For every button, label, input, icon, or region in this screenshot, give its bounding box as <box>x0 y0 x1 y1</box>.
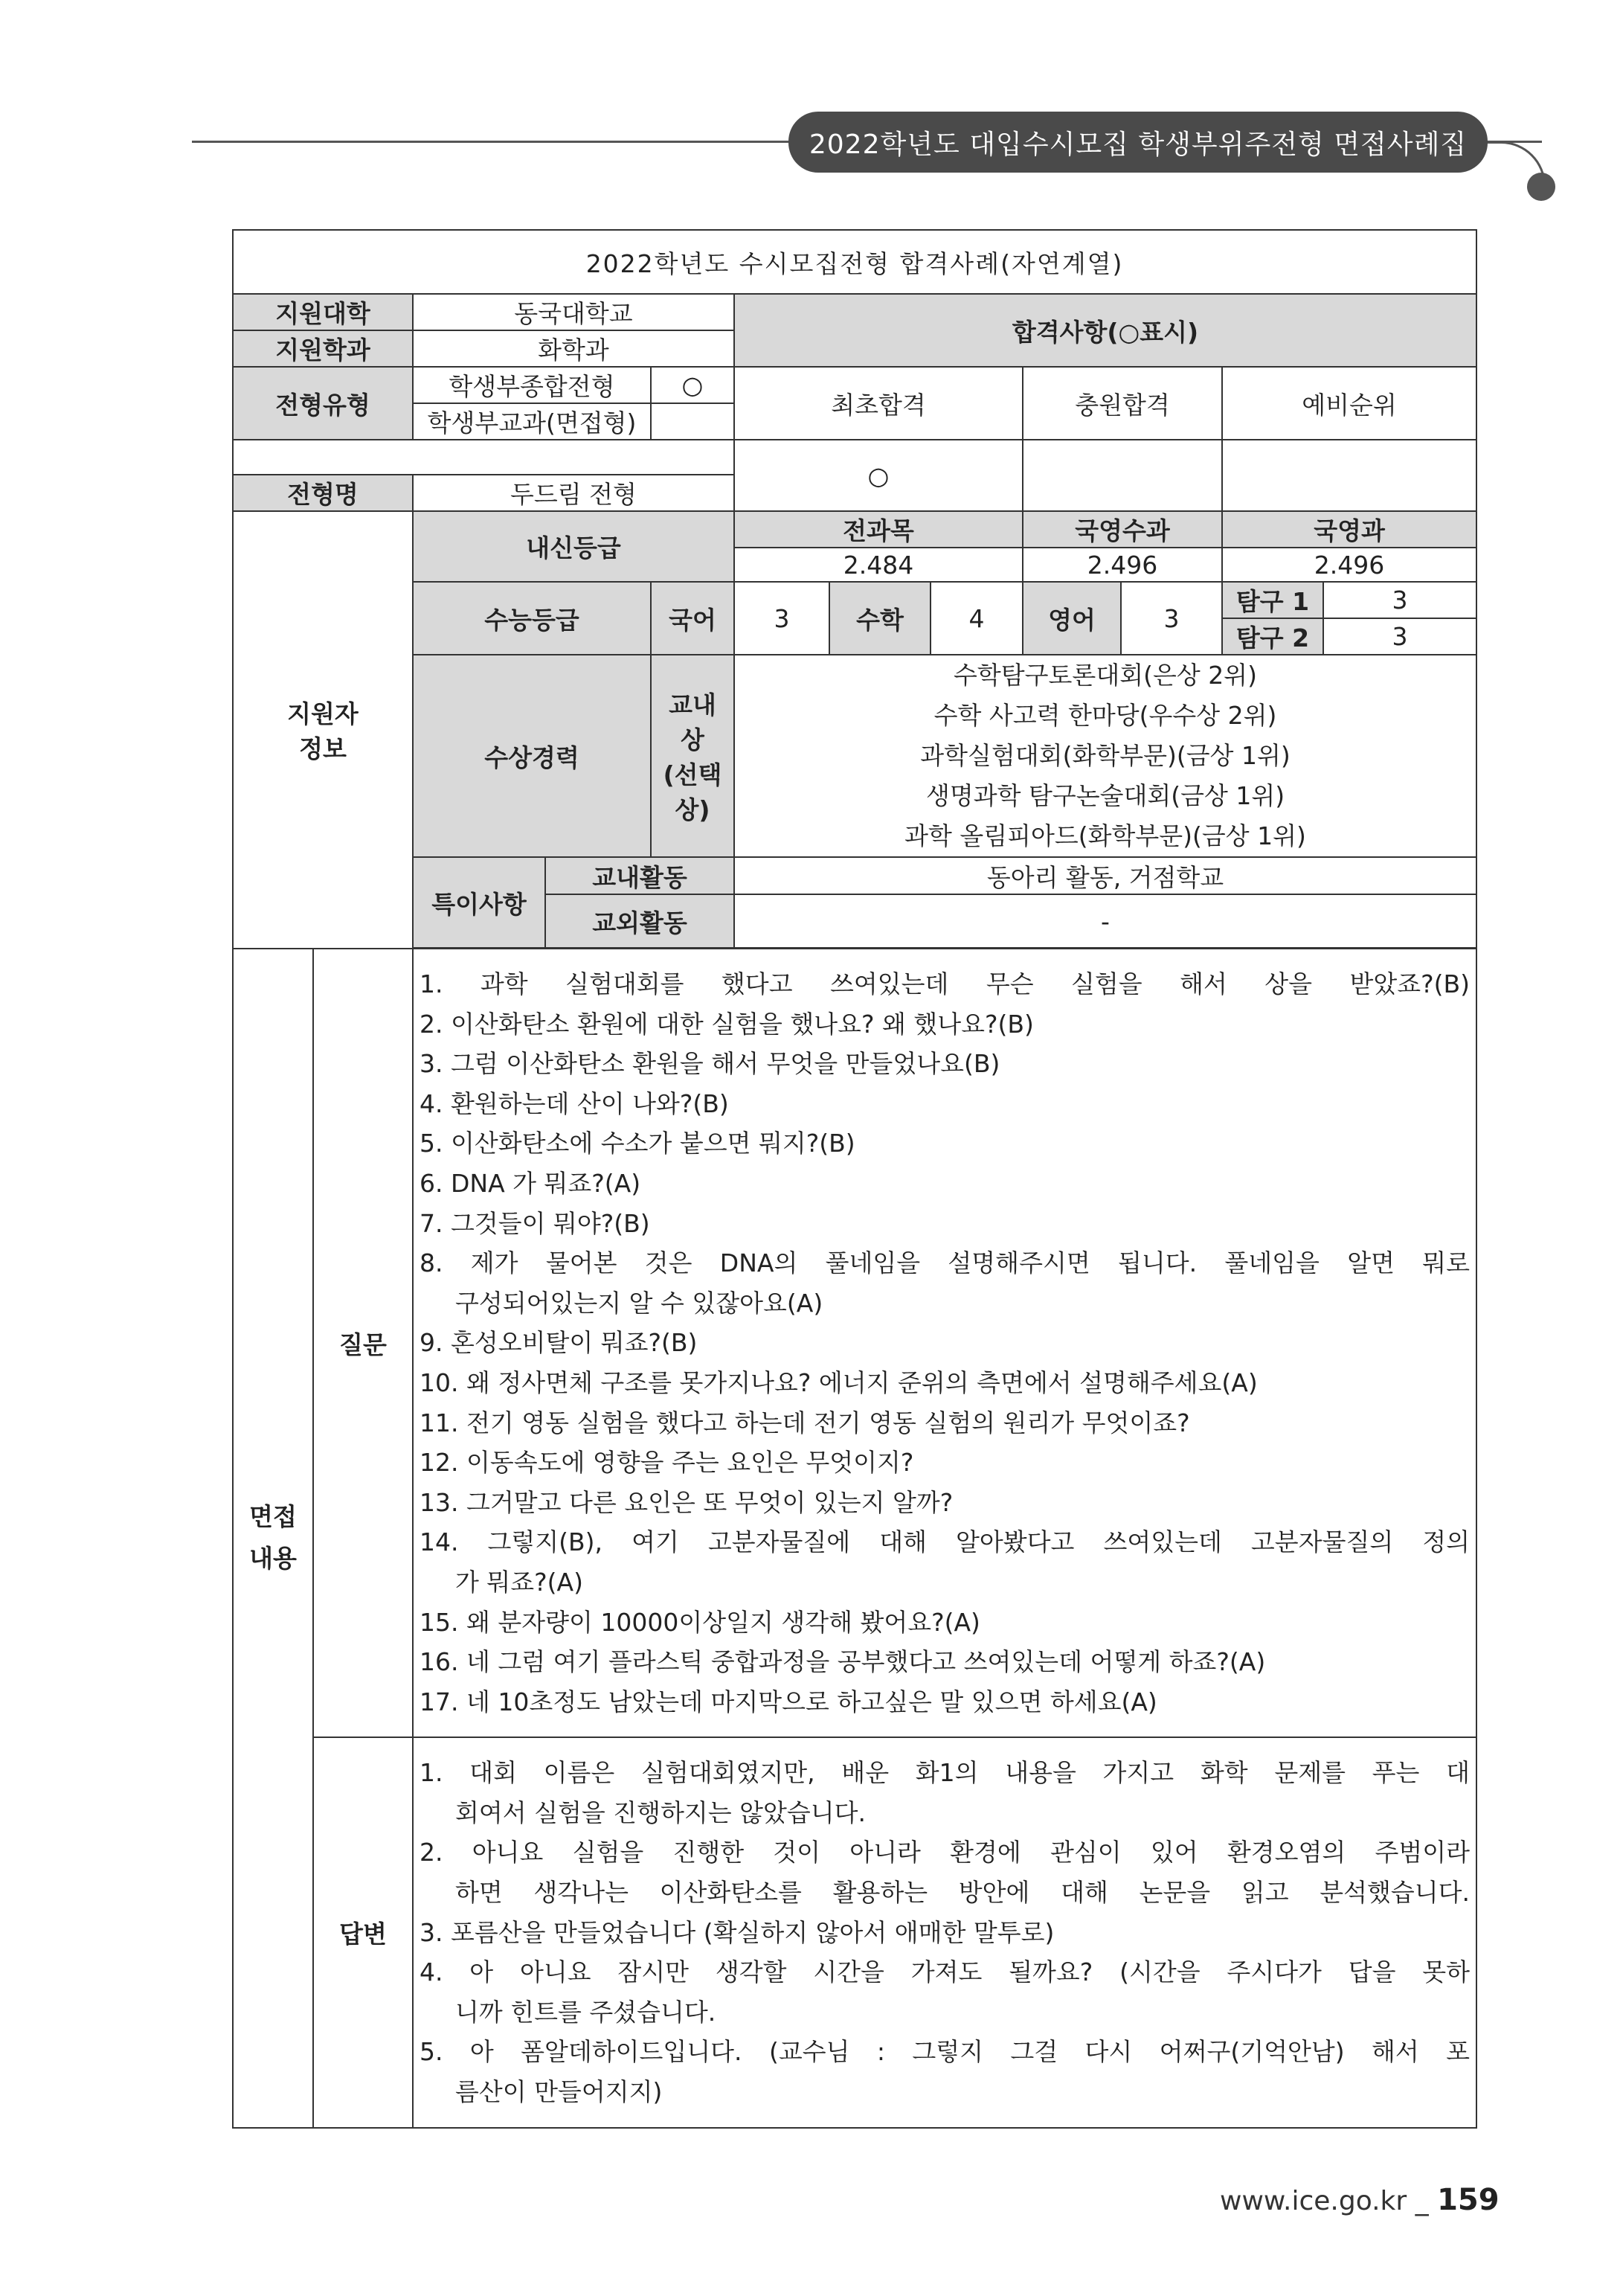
label-special: 특이사항 <box>413 857 545 948</box>
label-award-in <box>651 655 734 857</box>
question-item: 15. 왜 분자량이 10000이상일지 생각해 봤어요?(A) <box>420 1607 980 1637</box>
label-out-act: 교외활동 <box>545 894 734 948</box>
answer-item: 3. 포름산을 만들었습니다 (확실하지 않아서 애매한 말투로) <box>420 1917 1055 1947</box>
question-item: 13. 그거말고 다른 요인은 또 무엇이 있는지 알까? <box>420 1487 954 1517</box>
document-title: 2022학년도 수시모집전형 합격사례(자연계열) <box>233 230 1476 294</box>
value-univ: 동국대학교 <box>413 294 734 330</box>
csat-value-kor: 3 <box>734 582 829 655</box>
label-univ: 지원대학 <box>233 294 413 330</box>
question-item: 4. 환원하는데 산이 나와?(B) <box>420 1088 729 1118</box>
label-gpa: 내신등급 <box>413 511 734 582</box>
question-item: 8. 제가 물어본 것은 DNA의 풀네임을 설명해주시면 됩니다. 풀네임을 알면 뭐로 <box>420 1248 1471 1278</box>
csat-label-eng: 영어 <box>1023 582 1121 655</box>
header-dot <box>1527 173 1555 201</box>
answer-item: 회여서 실험을 진행하지는 않았습니다. <box>455 1798 867 1827</box>
label-csat: 수능등급 <box>413 582 651 655</box>
result-mark-first: ○ <box>734 440 1023 511</box>
label-type: 전형유형 <box>233 367 413 440</box>
question-item: 1. 과학 실험대회를 했다고 쓰여있는데 무슨 실험을 해서 상을 받았죠?(B) <box>420 969 1471 998</box>
result-header: 합격사항(○표시) <box>734 294 1476 367</box>
csat-value-math: 4 <box>931 582 1023 655</box>
csat-value-eng: 3 <box>1121 582 1222 655</box>
value-type1: 학생부종합전형 <box>413 367 651 403</box>
result-col-first: 최초합격 <box>734 367 1023 440</box>
answer-list <box>413 1737 1476 2127</box>
question-item: 2. 이산화탄소 환원에 대한 실험을 했나요? 왜 했나요?(B) <box>420 1009 1034 1039</box>
footer-url: www.ice.go.kr _ <box>1220 2186 1438 2216</box>
label-name: 전형명 <box>233 475 413 511</box>
gpa-value-all: 2.484 <box>734 548 1023 582</box>
label-applicant: 지원자 정보 <box>233 511 413 949</box>
label-dept: 지원학과 <box>233 330 413 367</box>
question-item: 10. 왜 정사면체 구조를 못가지나요? 에너지 준위의 측면에서 설명해주세요(A) <box>420 1367 1258 1397</box>
csat-label-math: 수학 <box>829 582 931 655</box>
question-item: 3. 그럼 이산화탄소 환원을 해서 무엇을 만들었나요(B) <box>420 1049 1000 1079</box>
award-sel-label: (선택상) <box>663 760 722 824</box>
csat-label-kor: 국어 <box>651 582 734 655</box>
question-item: 7. 그것들이 뭐야?(B) <box>420 1208 650 1238</box>
result-col-reserve: 예비순위 <box>1222 367 1476 440</box>
gpa-value-kes: 2.496 <box>1222 548 1476 582</box>
mark-type1: ○ <box>651 367 734 403</box>
label-interview: 면접 내용 <box>233 949 313 2128</box>
value-dept: 화학과 <box>413 330 734 367</box>
case-table <box>232 229 1477 2129</box>
label-question: 질문 <box>313 949 413 1737</box>
page-number: 159 <box>1437 2183 1500 2217</box>
running-header: 2022학년도 대입수시모집 학생부위주전형 면접사례집 <box>788 112 1488 173</box>
answer-item: 름산이 만들어지지) <box>455 2077 663 2107</box>
label-award: 수상경력 <box>413 655 651 857</box>
answer-item: 1. 대회 이름은 실험대회였지만, 배운 화1의 내용을 가지고 화학 문제를 푸는 대 <box>420 1758 1471 1788</box>
result-mark-reserve <box>1222 440 1476 511</box>
award-in-label: 교내상 <box>669 690 716 754</box>
gpa-col-kems: 국영수과 <box>1023 511 1222 548</box>
question-item: 6. DNA 가 뭐죠?(A) <box>420 1168 641 1198</box>
award-list <box>734 655 1476 857</box>
csat-value-t2: 3 <box>1323 618 1476 655</box>
value-in-act: 동아리 활동, 거점학교 <box>734 857 1476 894</box>
label-in-act: 교내활동 <box>545 857 734 894</box>
question-item: 5. 이산화탄소에 수소가 붙으면 뭐지?(B) <box>420 1129 855 1158</box>
question-item: 구성되어있는지 알 수 있잖아요(A) <box>455 1288 823 1318</box>
result-mark-fill <box>1023 440 1222 511</box>
answer-item: 5. 아 폼알데하이드입니다. (교수님 : 그렇지 그걸 다시 어쩌구(기억안남) 해서 포 <box>420 2037 1471 2067</box>
answer-item: 하면 생각나는 이산화탄소를 활용하는 방안에 대해 논문을 읽고 분석했습니다. <box>455 1878 1471 1908</box>
mark-type2 <box>651 403 734 440</box>
csat-value-t1: 3 <box>1323 582 1476 618</box>
question-item: 12. 이동속도에 영향을 주는 요인은 무엇이지? <box>420 1448 914 1478</box>
question-item: 14. 그렇지(B), 여기 고분자물질에 대해 알아봤다고 쓰여있는데 고분자물질의 정의 <box>420 1527 1471 1557</box>
question-item: 16. 네 그럼 여기 플라스틱 중합과정을 공부했다고 쓰여있는데 어떻게 하죠?(A) <box>420 1647 1266 1677</box>
award-item: 생명과학 탐구논술대회(금상 1위) <box>925 781 1285 810</box>
value-name: 두드림 전형 <box>413 475 734 511</box>
value-out-act: - <box>734 894 1476 948</box>
gpa-value-kems: 2.496 <box>1023 548 1222 582</box>
question-item: 가 뭐죠?(A) <box>455 1567 583 1597</box>
result-col-fill: 충원합격 <box>1023 367 1222 440</box>
question-item: 9. 혼성오비탈이 뭐죠?(B) <box>420 1328 698 1358</box>
value-type2: 학생부교과(면접형) <box>413 403 651 440</box>
gpa-col-all: 전과목 <box>734 511 1023 548</box>
csat-label-t2: 탐구 2 <box>1222 618 1323 655</box>
csat-label-t1: 탐구 1 <box>1222 582 1323 618</box>
question-item: 11. 전기 영동 실험을 했다고 하는데 전기 영동 실험의 원리가 무엇이죠? <box>420 1408 1190 1437</box>
type-spacer <box>233 440 734 475</box>
award-item: 수학 사고력 한마당(우수상 2위) <box>933 701 1277 730</box>
award-item: 과학실험대회(화학부문)(금상 1위) <box>920 741 1291 770</box>
award-item: 수학탐구토론대회(은상 2위) <box>954 661 1257 690</box>
label-answer: 답변 <box>313 1737 413 2127</box>
gpa-col-kes: 국영과 <box>1222 511 1476 548</box>
answer-item: 4. 아 아니요 잠시만 생각할 시간을 가져도 될까요? (시간을 주시다가 답을 못하 <box>420 1957 1471 1987</box>
answer-item: 니까 힌트를 주셨습니다. <box>455 1997 716 2027</box>
question-list <box>413 949 1476 1737</box>
question-item: 17. 네 10초정도 남았는데 마지막으로 하고싶은 말 있으면 하세요(A) <box>420 1687 1157 1716</box>
page-footer <box>1220 2183 1500 2217</box>
answer-item: 2. 아니요 실험을 진행한 것이 아니라 환경에 관심이 있어 환경오염의 주범이라 <box>420 1838 1471 1867</box>
award-item: 과학 올림피아드(화학부문)(금상 1위) <box>904 821 1306 850</box>
